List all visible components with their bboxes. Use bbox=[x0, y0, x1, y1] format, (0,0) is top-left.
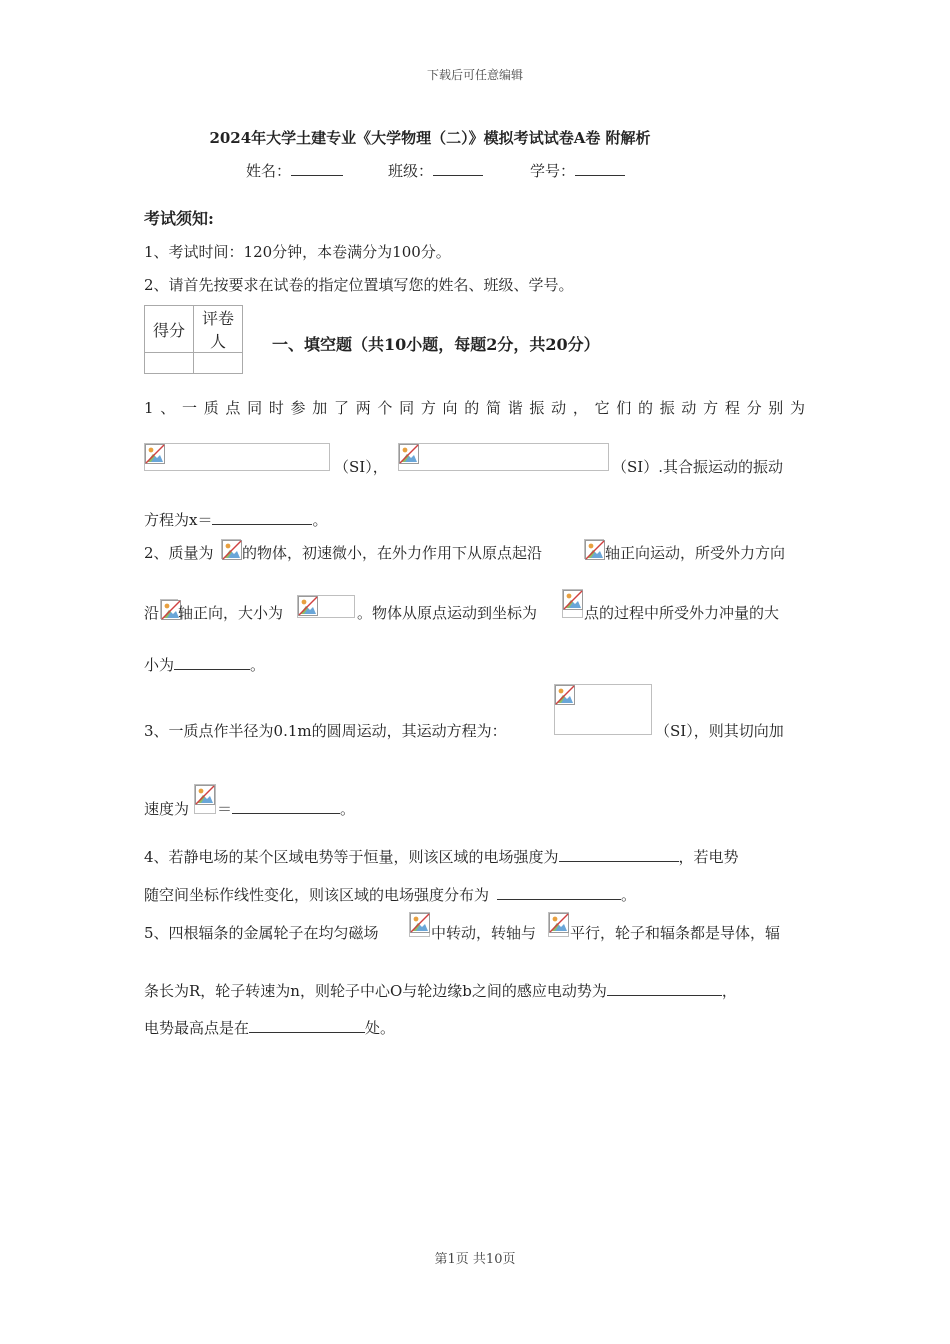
class-blank bbox=[433, 161, 483, 176]
formula-image bbox=[297, 595, 355, 618]
q3-equals: ＝ bbox=[217, 800, 233, 818]
broken-image-icon bbox=[195, 785, 215, 805]
formula-image bbox=[562, 589, 583, 618]
broken-image-icon bbox=[222, 540, 242, 560]
formula-image bbox=[554, 684, 652, 735]
q5-text-d: 条长为R，轮子转速为n，则轮子中心O与轮边缘b之间的感应电动势为 bbox=[144, 982, 607, 1000]
formula-image bbox=[409, 912, 430, 937]
answer-blank bbox=[249, 1018, 365, 1033]
q3-text-b: （SI），则其切向加 bbox=[655, 722, 784, 740]
student-id-field bbox=[530, 160, 625, 181]
answer-blank bbox=[607, 981, 722, 996]
answer-blank bbox=[212, 510, 312, 525]
q5-text-e: ， bbox=[721, 982, 737, 1000]
formula-image bbox=[398, 443, 609, 471]
answer-blank bbox=[174, 655, 250, 670]
student-id-blank bbox=[575, 161, 625, 176]
q5-line2 bbox=[144, 980, 737, 1001]
formula-image bbox=[548, 912, 569, 937]
student-id-label: 学号： bbox=[530, 162, 576, 180]
q5-line3 bbox=[144, 1017, 395, 1038]
score-header: 得分 bbox=[145, 306, 194, 353]
notice-heading: 考试须知: bbox=[144, 209, 214, 228]
q4-text-b: ，若电势 bbox=[678, 848, 739, 866]
q4-text-c: 随空间坐标作线性变化，则该区域的电场强度分布为 bbox=[144, 886, 490, 904]
broken-image-icon bbox=[563, 590, 583, 610]
q1-answer-label: 方程为x＝ bbox=[144, 511, 213, 529]
q5-text-f: 电势最高点是在 bbox=[144, 1019, 250, 1037]
formula-image bbox=[584, 539, 604, 559]
name-blank bbox=[291, 161, 343, 176]
q5-text-b: 中转动，转轴与 bbox=[431, 924, 537, 942]
q2-text-c: 轴正向运动，所受外力方向 bbox=[605, 544, 786, 562]
grader-header: 评卷人 bbox=[194, 306, 243, 353]
q1-end: 。 bbox=[312, 511, 328, 529]
q2-text-b: 的物体，初速微小，在外力作用下从原点起沿 bbox=[242, 544, 543, 562]
answer-blank bbox=[497, 885, 621, 900]
q4-line1 bbox=[144, 846, 739, 867]
q2-end: 。 bbox=[250, 656, 266, 674]
q2-answer-label: 小为 bbox=[144, 656, 175, 674]
q2-line3 bbox=[144, 654, 265, 675]
q2-text-a: 2、质量为 bbox=[144, 544, 214, 562]
q5-end: 处。 bbox=[365, 1019, 396, 1037]
broken-image-icon bbox=[549, 913, 569, 933]
answer-blank bbox=[559, 847, 679, 862]
formula-image bbox=[194, 784, 216, 814]
q3-answer bbox=[217, 798, 355, 819]
q5-text-a: 5、四根辐条的金属轮子在均匀磁场 bbox=[144, 924, 379, 942]
q3-end: 。 bbox=[340, 800, 356, 818]
name-label: 姓名： bbox=[246, 162, 292, 180]
broken-image-icon bbox=[410, 913, 430, 933]
q1-line1: 1、一质点同时参加了两个同方向的简谐振动，它们的振动方程分别为 bbox=[144, 399, 805, 417]
q2-text-d: 沿 bbox=[144, 604, 160, 622]
document-title: 2024年大学土建专业《大学物理（二）》模拟考试试卷A卷 附解析 bbox=[209, 129, 651, 147]
formula-image bbox=[160, 599, 178, 619]
q1-si-2: （SI）.其合振运动的振动 bbox=[612, 458, 783, 476]
broken-image-icon bbox=[298, 596, 318, 616]
q4-end: 。 bbox=[621, 886, 637, 904]
q2-text-f: 。物体从原点运动到坐标为 bbox=[357, 604, 538, 622]
section-title: 一、填空题（共10小题，每题2分，共20分） bbox=[272, 335, 600, 354]
class-label: 班级： bbox=[388, 162, 434, 180]
answer-blank bbox=[232, 799, 340, 814]
notice-item: 1、考试时间：120分钟，本卷满分为100分。 bbox=[144, 243, 451, 261]
header-note: 下载后可任意编辑 bbox=[426, 68, 523, 82]
broken-image-icon bbox=[145, 444, 165, 464]
name-field bbox=[246, 160, 343, 181]
notice-item: 2、请首先按要求在试卷的指定位置填写您的姓名、班级、学号。 bbox=[144, 276, 574, 294]
q5-text-c: 平行，轮子和辐条都是导体，辐 bbox=[570, 924, 781, 942]
q2-text-e: 轴正向，大小为 bbox=[178, 604, 284, 622]
score-cell bbox=[145, 353, 194, 374]
q4-line2 bbox=[144, 884, 636, 905]
broken-image-icon bbox=[585, 540, 605, 560]
class-field bbox=[388, 160, 483, 181]
score-table bbox=[144, 305, 243, 374]
broken-image-icon bbox=[555, 685, 575, 705]
page-number: 第1页 共10页 bbox=[434, 1252, 516, 1267]
q1-si-1: （SI）， bbox=[334, 458, 388, 476]
q3-text-a: 3、一质点作半径为0.1m的圆周运动，其运动方程为： bbox=[144, 722, 507, 740]
q1-line3 bbox=[144, 509, 327, 530]
broken-image-icon bbox=[399, 444, 419, 464]
q4-text-a: 4、若静电场的某个区域电势等于恒量，则该区域的电场强度为 bbox=[144, 848, 559, 866]
formula-image bbox=[221, 539, 241, 559]
q3-text-c: 速度为 bbox=[144, 800, 190, 818]
formula-image bbox=[144, 443, 330, 471]
q2-text-g: 点的过程中所受外力冲量的大 bbox=[584, 604, 780, 622]
grader-cell bbox=[194, 353, 243, 374]
